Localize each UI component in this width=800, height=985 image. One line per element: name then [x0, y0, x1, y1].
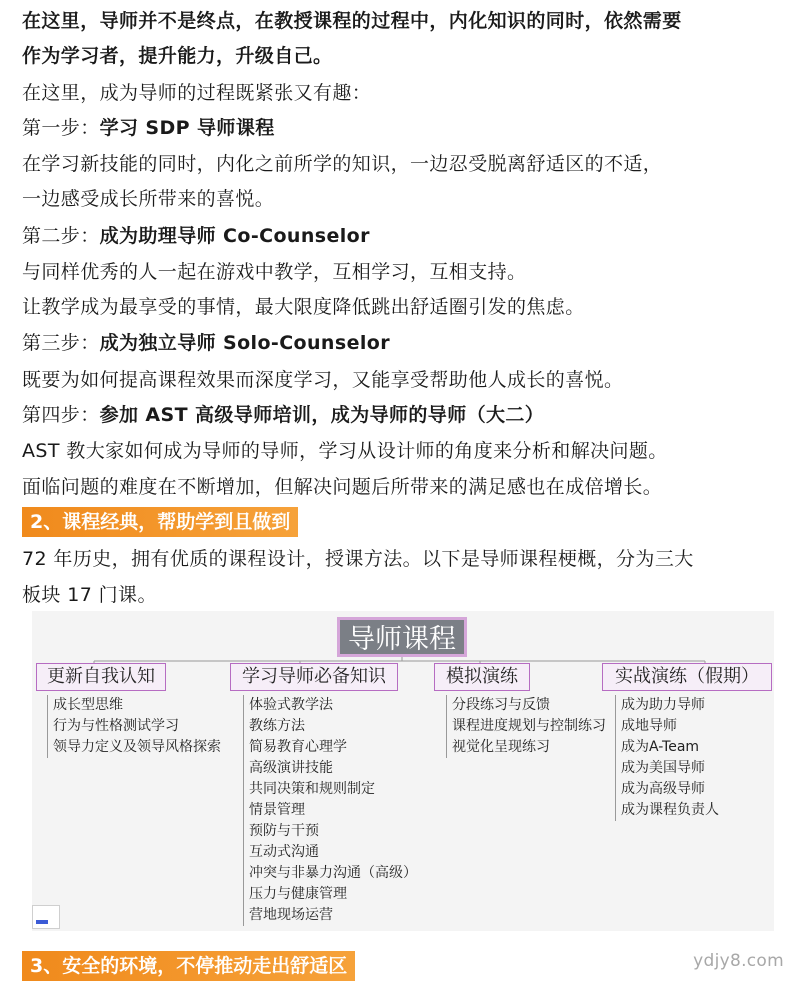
mindmap-root: 导师课程	[337, 617, 467, 657]
step4-text-line1: AST 教大家如何成为导师的导师，学习从设计师的角度来分析和解决问题。	[22, 440, 668, 462]
mindmap-item: 情景管理	[249, 802, 305, 818]
section-heading-2: 2、课程经典，帮助学到且做到	[22, 507, 298, 537]
step1-heading	[22, 114, 275, 142]
mindmap-list-simulation	[446, 695, 606, 758]
mindmap-category-essential-knowledge: 学习导师必备知识	[230, 663, 398, 691]
mindmap-item: 视觉化呈现练习	[452, 739, 550, 755]
mindmap-item: 成地导师	[621, 718, 677, 734]
step2-text-line1: 与同样优秀的人一起在游戏中教学，互相学习，互相支持。	[22, 261, 527, 283]
paragraph-history-line1: 72 年历史，拥有优质的课程设计，授课方法。以下是导师课程梗概，分为三大	[22, 548, 694, 570]
section-heading-3: 3、安全的环境，不停推动走出舒适区	[22, 951, 355, 981]
mindmap-item: 互动式沟通	[249, 844, 319, 860]
mindmap-item: 领导力定义及领导风格探索	[53, 739, 221, 755]
course-mindmap	[32, 611, 774, 931]
mindmap-item: 体验式教学法	[249, 697, 333, 713]
mindmap-list-essential-knowledge	[243, 695, 417, 926]
mindmap-item: 高级演讲技能	[249, 760, 333, 776]
step1-text-line1: 在学习新技能的同时，内化之前所学的知识，一边忍受脱离舒适区的不适，	[22, 153, 663, 175]
watermark: ydjy8.com	[693, 951, 784, 971]
mindmap-category-practice: 实战演练（假期）	[602, 663, 772, 691]
mindmap-item: 行为与性格测试学习	[53, 718, 179, 734]
step4-heading	[22, 401, 544, 429]
mindmap-category-simulation: 模拟演练	[434, 663, 530, 691]
mindmap-item: 预防与干预	[249, 823, 319, 839]
step4-title: 参加 AST 高级导师培训，成为导师的导师（大二）	[99, 404, 545, 426]
mindmap-item: 营地现场运营	[249, 907, 333, 923]
step2-heading	[22, 222, 370, 250]
mindmap-item: 简易教育心理学	[249, 739, 347, 755]
step2-text-line2: 让教学成为最享受的事情，最大限度降低跳出舒适圈引发的焦虑。	[22, 296, 585, 318]
step3-prefix: 第三步：	[22, 332, 100, 354]
mindmap-item: 成为美国导师	[621, 760, 705, 776]
paragraph-process: 在这里，成为导师的过程既紧张又有趣：	[22, 82, 372, 104]
mindmap-item: 成为课程负责人	[621, 802, 719, 818]
step2-prefix: 第二步：	[22, 225, 100, 247]
mindmap-item: 成为助力导师	[621, 697, 705, 713]
step3-text: 既要为如何提高课程效果而深度学习，又能享受帮助他人成长的喜悦。	[22, 369, 624, 391]
mindmap-item: 共同决策和规则制定	[249, 781, 375, 797]
mindmap-list-practice	[615, 695, 719, 821]
mindmap-item: 成长型思维	[53, 697, 123, 713]
step3-title: 成为独立导师 Solo-Counselor	[99, 332, 390, 354]
step1-text-line2: 一边感受成长所带来的喜悦。	[22, 188, 275, 210]
mindmap-category-self-awareness: 更新自我认知	[36, 663, 166, 691]
step3-heading	[22, 329, 390, 357]
mindmap-item: 教练方法	[249, 718, 305, 734]
mindmap-item: 冲突与非暴力沟通（高级）	[249, 865, 417, 881]
step1-prefix: 第一步：	[22, 117, 100, 139]
step2-title: 成为助理导师 Co-Counselor	[99, 225, 370, 247]
paragraph-history-line2: 板块 17 门课。	[22, 584, 157, 606]
mindmap-item: 压力与健康管理	[249, 886, 347, 902]
mindmap-item: 课程进度规划与控制练习	[452, 718, 606, 734]
mindmap-item: 分段练习与反馈	[452, 697, 550, 713]
mindmap-item: 成为A-Team	[621, 739, 700, 755]
paragraph-intro-line1: 在这里，导师并不是终点，在教授课程的过程中，内化知识的同时，依然需要	[22, 10, 682, 32]
mindmap-list-self-awareness	[47, 695, 221, 758]
paragraph-intro-line2: 作为学习者，提升能力，升级自己。	[22, 45, 333, 67]
mindmap-item: 成为高级导师	[621, 781, 705, 797]
step4-text-line2: 面临问题的难度在不断增加，但解决问题后所带来的满足感也在成倍增长。	[22, 476, 663, 498]
step4-prefix: 第四步：	[22, 404, 100, 426]
step1-title: 学习 SDP 导师课程	[99, 117, 275, 139]
thumbnail-icon	[32, 905, 60, 929]
